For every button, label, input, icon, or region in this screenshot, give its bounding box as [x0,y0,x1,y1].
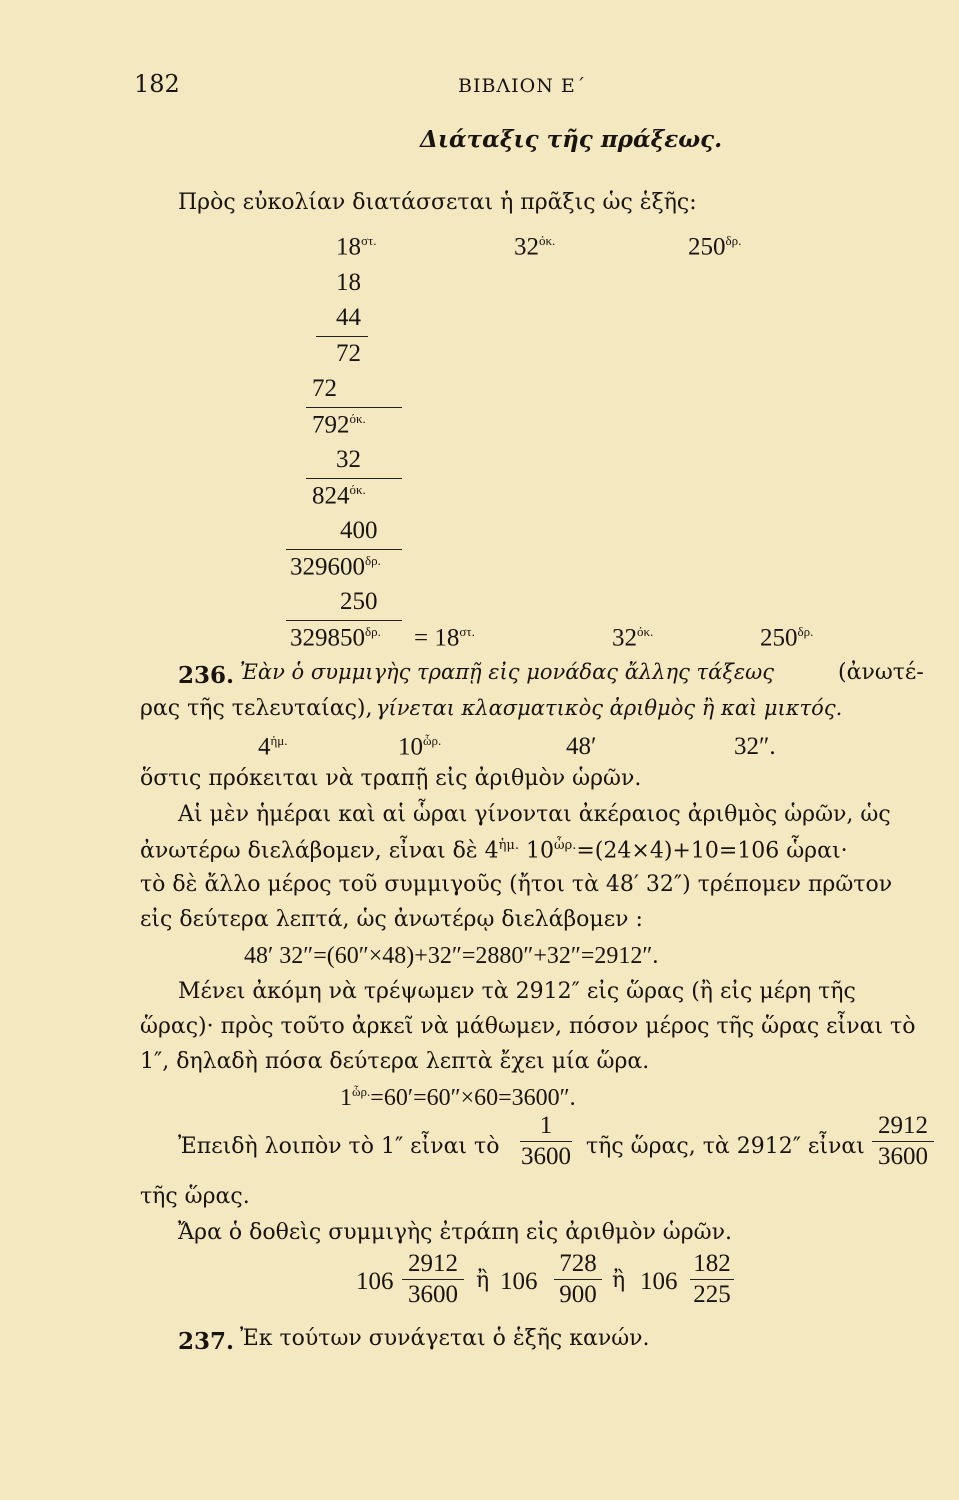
paragraph-line: Ἄρα ὁ δοθεὶς συμμιγὴς ἐτράπη εἰς ἀριθμὸν ὡρῶν. [178,1220,732,1245]
calc-line-9: $329600^{\delta\rho.}$ [290,553,381,581]
mixed-whole-2: 106 [500,1268,538,1295]
intro-text: Πρὸς εὐκολίαν διατάσσεται ἡ πρᾶξις ὡς ἑξῆς: [178,190,697,215]
calc-line-3: 72 [336,340,361,367]
paragraph-line: Αἱ μὲν ἡμέραι καὶ αἱ ὧραι γίνονται ἀκέραιος ἀριθμὸς ὡρῶν, ὡς [178,802,891,827]
section-title: Διάταξις τῆς πράξεως. [420,126,723,153]
mixed-fraction-3: 182 225 [690,1250,734,1309]
example-days: $4^{ἡ\mu.}$ [258,733,288,761]
paragraph-line: εἰς δεύτερα λεπτά, ὡς ἀνωτέρῳ διελάβομεν : [140,907,643,932]
section-236-rule-line-1: Ἐὰν ὁ συμμιγὴς τραπῇ εἰς μονάδας ἄλλης τάξεως [240,660,775,684]
paragraph-line: Μένει ἀκόμη νὰ τρέψωμεν τὰ 2912″ εἰς ὥρας (ἢ εἰς μέρη τῆς [178,979,856,1004]
paragraph-line: τῆς ὥρας, τὰ 2912″ εἶναι [586,1134,865,1159]
calc-line-6: 32 [336,446,361,473]
or-word: ἢ [476,1268,490,1293]
section-237-text: Ἐκ τούτων συνάγεται ὁ ἑξῆς κανών. [240,1326,650,1351]
equation-hour: $1^{ὧ\rho.}=60'=60''\times 60=3600''$. [340,1084,576,1111]
calc-rule-3 [306,478,402,479]
mixed-whole-3: 106 [640,1268,678,1295]
section-237-number: 237. [178,1328,235,1355]
calc-result-okades: $32^{ό\kappa.}$ [612,624,654,652]
running-title: ΒΙΒΛΙΟΝ Ε΄ [458,75,587,97]
calc-rule-4 [286,549,402,550]
paragraph-line: Ἐπειδὴ λοιπὸν τὸ 1″ εἶναι τὸ [178,1134,500,1159]
calc-top-drachmai: $250^{\delta\rho.}$ [688,233,742,261]
calc-top-okades: $32^{ό\kappa.}$ [514,233,556,261]
section-236-rule-line-1-end: (ἀνωτέ- [838,660,924,685]
calc-top-stathmoi: $18^{\sigma\tau.}$ [336,233,377,261]
calc-line-2: 44 [336,304,361,331]
paragraph-line: 1″, δηλαδὴ πόσα δεύτερα λεπτὰ ἔχει μία ὥρα. [140,1049,650,1074]
mixed-whole-1: 106 [356,1268,394,1295]
page-number: 182 [134,70,180,98]
section-236-rule-line-2b: γίνεται κλασματικὸς ἀριθμὸς ἢ καὶ μικτός. [376,696,843,720]
example-hours: $10^{ὧ\rho.}$ [398,733,442,761]
calc-result-equals: = $18^{\sigma\tau.}$ [414,624,475,652]
section-236-rule-line-2a: ρας τῆς τελευταίας), [140,696,373,721]
calc-line-10: 250 [340,588,378,615]
calc-rule-2 [306,407,402,408]
calc-line-8: 400 [340,517,378,544]
example-minutes: 48′ [566,733,597,760]
calc-result: $329850^{\delta\rho.}$ [290,624,381,652]
paragraph-line: ἀνωτέρω διελάβομεν, εἶναι δὲ $4^{ἡ\mu.}$ $10^{ὧ\rho.}=(24\times 4)+10=106$ ὧραι· [140,838,848,864]
fraction-one-over-3600: 1 3600 [521,1112,571,1170]
mixed-fraction-1: 2912 3600 [402,1250,464,1309]
calc-result-drachmai: $250^{\delta\rho.}$ [760,624,814,652]
example-seconds: 32″. [734,733,776,760]
paragraph-line: τὸ δὲ ἄλλο μέρος τοῦ συμμιγοῦς (ἤτοι τὰ 48′ 32″) τρέπομεν πρῶτον [140,872,893,897]
section-236-number: 236. [178,662,235,689]
or-word: ἢ [612,1268,626,1293]
equation-seconds: 48′ 32″=(60″×48)+32″=2880″+32″=2912″. [244,943,659,969]
fraction-2912-over-3600: 2912 3600 [872,1112,934,1171]
calc-line-4: 72 [312,375,337,402]
calc-line-1: 18 [336,269,361,296]
paragraph-line: ὥρας)· πρὸς τοῦτο ἀρκεῖ νὰ μάθωμεν, πόσον μέρος τῆς ὥρας εἶναι τὸ [140,1014,916,1039]
calc-line-5: $792^{ό\kappa.}$ [312,411,366,439]
calc-line-7: $824^{ό\kappa.}$ [312,482,366,510]
calc-rule-1 [316,336,368,337]
paragraph-line: τῆς ὥρας. [140,1184,250,1209]
mixed-fraction-2: 728 900 [554,1250,602,1309]
paragraph-line: ὅστις πρόκειται νὰ τραπῇ εἰς ἀριθμὸν ὡρῶν. [140,766,642,791]
calc-rule-5 [286,620,402,621]
